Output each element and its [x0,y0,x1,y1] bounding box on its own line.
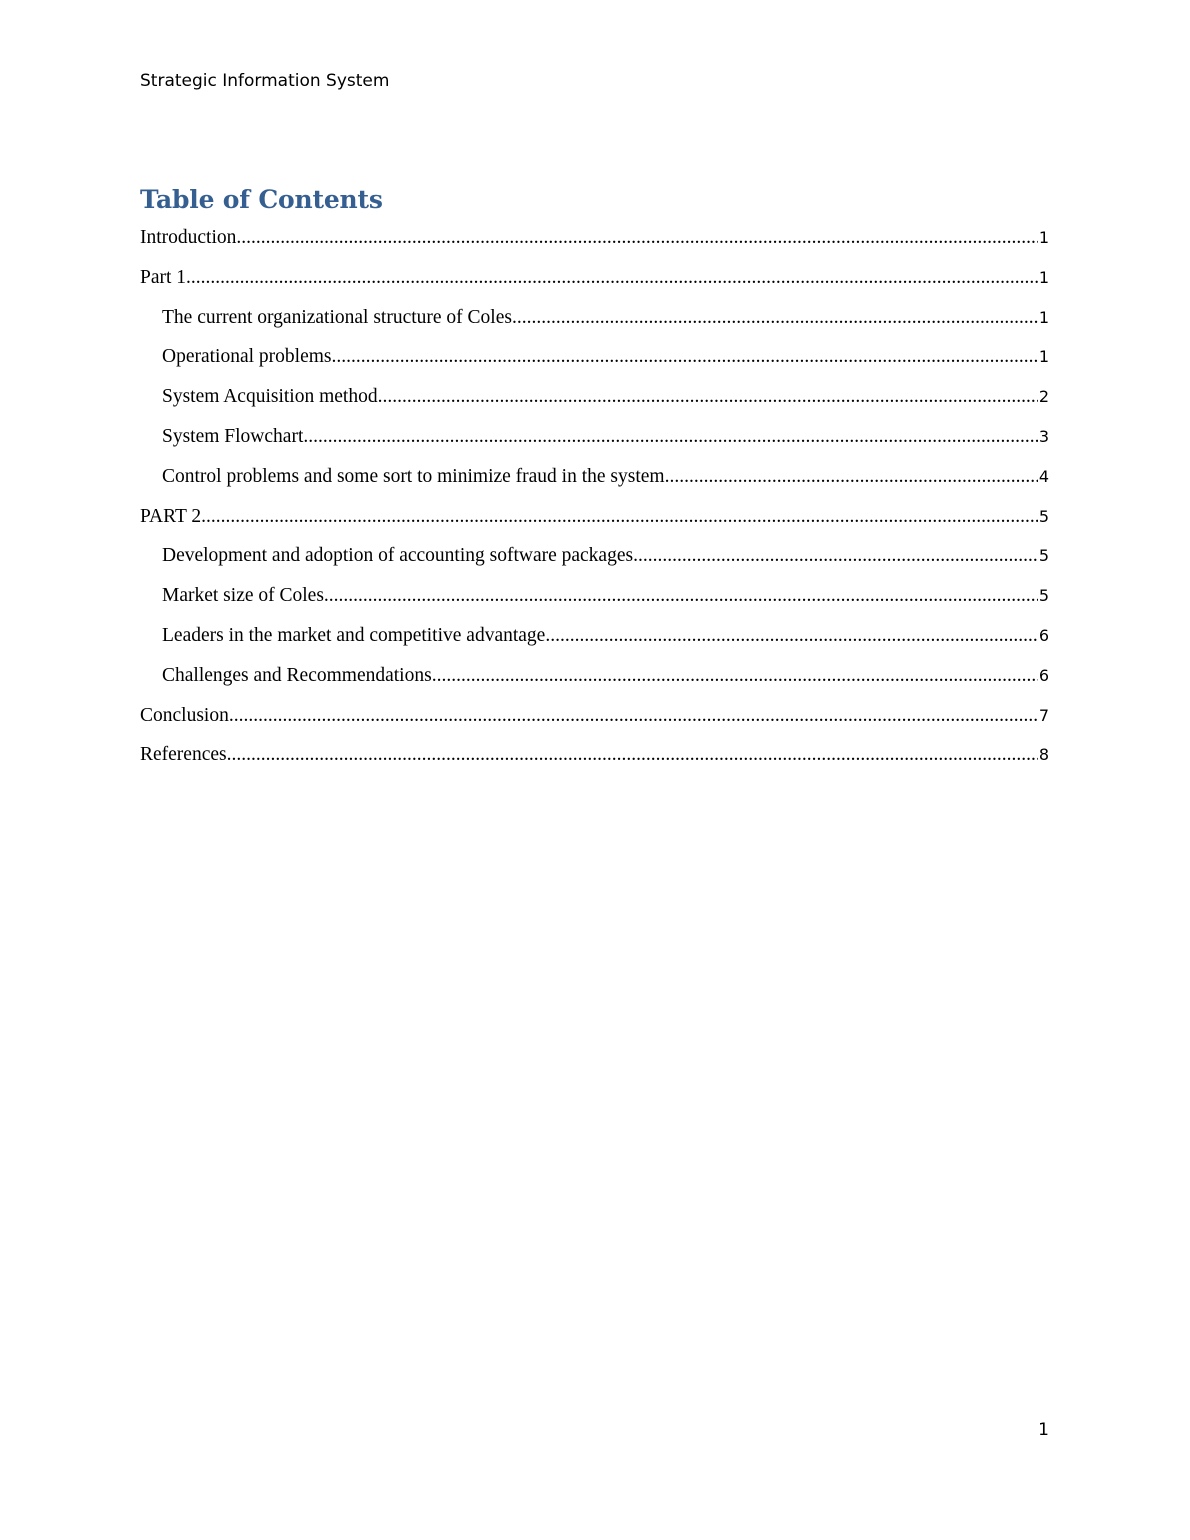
toc-entry-page: 1 [1038,267,1049,287]
toc-dot-leader [512,304,1038,332]
toc-entry-title: System Flowchart [162,425,304,447]
toc-entry-title: The current organizational structure of Coles [162,306,512,328]
toc-entry-page: 6 [1038,625,1049,645]
toc-entry-title: References [140,744,227,766]
toc-entry-organizational-structure[interactable] [140,304,1049,344]
toc-entry-title: Operational problems [162,346,332,368]
toc-heading: Table of Contents [140,185,383,214]
toc-entry-page: 7 [1038,705,1049,725]
toc-entry-title: PART 2 [140,505,202,527]
toc-entry-system-flowchart[interactable] [140,423,1049,463]
toc-dot-leader [186,264,1038,292]
toc-dot-leader [432,662,1038,690]
toc-entry-operational-problems[interactable] [140,343,1049,383]
toc-entry-page: 5 [1038,586,1049,606]
toc-entry-page: 2 [1038,387,1049,407]
toc-dot-leader [545,622,1037,650]
toc-entry-market-leaders[interactable] [140,622,1049,662]
toc-dot-leader [378,383,1038,411]
toc-entry-introduction[interactable] [140,224,1049,264]
toc-entry-title: Introduction [140,227,237,248]
toc-dot-leader [633,542,1038,570]
toc-entry-title: Leaders in the market and competitive advantage [162,624,546,646]
toc-entry-page: 3 [1038,426,1049,446]
toc-entry-accounting-software[interactable] [140,542,1049,582]
toc-entry-page: 4 [1038,466,1049,486]
toc-entry-title: System Acquisition method [162,386,378,408]
toc-entry-title: Challenges and Recommendations [162,664,432,686]
toc-dot-leader [227,741,1038,769]
toc-dot-leader [303,423,1037,451]
toc-dot-leader [332,343,1038,371]
toc-entry-challenges[interactable] [140,662,1049,702]
toc-entry-page: 5 [1038,506,1049,526]
toc-dot-leader [665,463,1038,491]
table-of-contents [140,224,1049,781]
toc-entry-part-1[interactable] [140,264,1049,304]
toc-entry-title: Market size of Coles [162,585,324,607]
toc-entry-page: 8 [1038,745,1049,765]
toc-entry-page: 1 [1038,307,1049,327]
toc-entry-system-acquisition[interactable] [140,383,1049,423]
toc-dot-leader [236,224,1037,252]
toc-entry-page: 1 [1038,347,1049,367]
toc-entry-title: Development and adoption of accounting software packages [162,545,634,567]
toc-entry-references[interactable] [140,741,1049,781]
toc-dot-leader [229,702,1038,730]
toc-entry-page: 5 [1038,546,1049,566]
toc-entry-conclusion[interactable] [140,702,1049,742]
toc-entry-page: 1 [1038,228,1049,247]
toc-entry-page: 6 [1038,665,1049,685]
toc-entry-market-size[interactable] [140,582,1049,622]
toc-entry-part-2[interactable] [140,503,1049,543]
toc-dot-leader [201,503,1038,531]
page-number: 1 [1038,1420,1049,1440]
page-header: Strategic Information System [140,71,390,91]
toc-entry-title: Conclusion [140,704,229,726]
toc-dot-leader [324,582,1038,610]
toc-entry-control-problems[interactable] [140,463,1049,503]
toc-entry-title: Control problems and some sort to minimize fraud in the system [162,465,665,487]
toc-entry-title: Part 1 [140,266,187,288]
